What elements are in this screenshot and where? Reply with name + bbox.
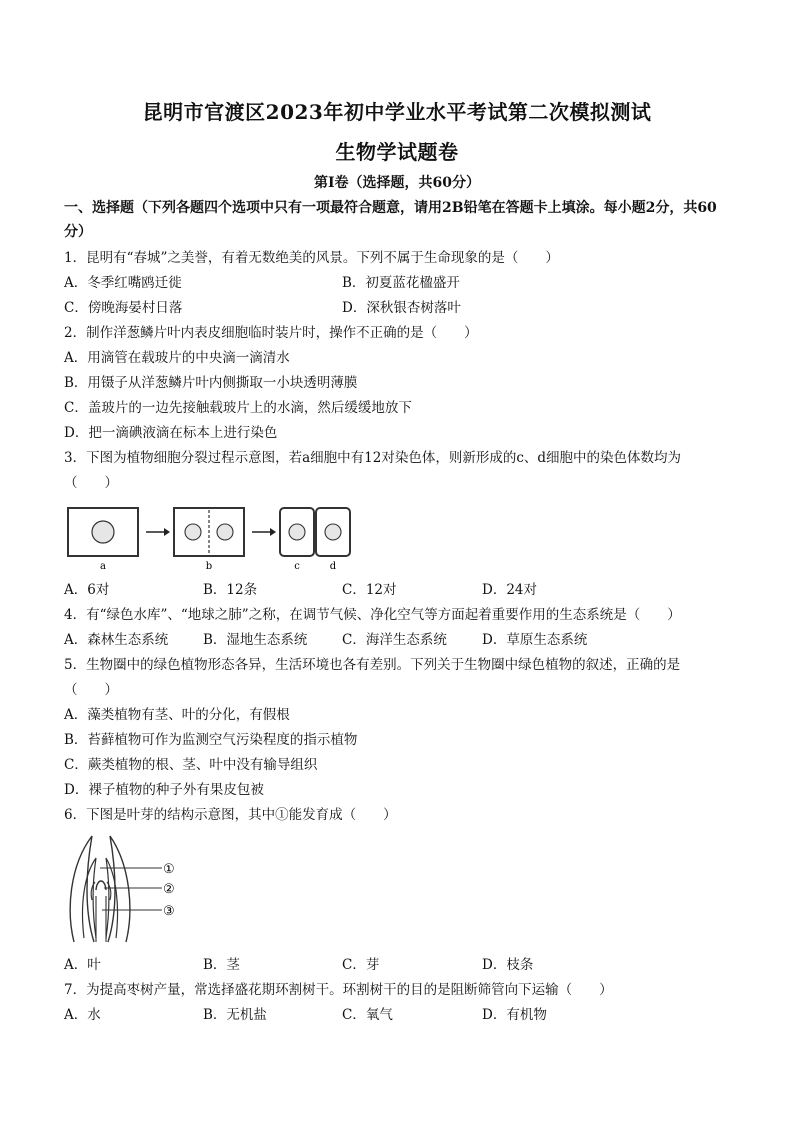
section-instructions: 一、选择题（下列各题四个选项中只有一项最符合题意，请用2B铅笔在答题卡上填涂。每小题2分，共60分） xyxy=(64,200,717,240)
cell-b-nucleus-left xyxy=(185,524,201,540)
question-1-option-b: B．初夏蓝花楹盛开 xyxy=(342,275,460,291)
question-5-option-a: A．藻类植物有茎、叶的分化，有假根 xyxy=(64,707,290,723)
question-7-option-b: B．无机盐 xyxy=(203,1007,267,1023)
question-2-option-c: C．盖玻片的一边先接触载玻片上的水滴，然后缓缓地放下 xyxy=(64,400,412,416)
question-3-stem: 3．下图为植物细胞分裂过程示意图，若a细胞中有12对染色体，则新形成的c、d细胞中的染色体数均为 xyxy=(64,450,682,466)
outer-leaf-left xyxy=(70,836,94,942)
question-1-stem: 1．昆明有“春城”之美誉，有着无数绝美的风景。下列不属于生命现象的是（ ） xyxy=(64,250,559,266)
label-a: a xyxy=(100,561,106,572)
cell-a-nucleus xyxy=(92,521,114,543)
question-1-option-c: C．傍晚海晏村日落 xyxy=(64,300,183,316)
inner-leaf-left xyxy=(83,858,97,938)
label-c: c xyxy=(294,561,300,572)
question-3-stem-bracket: （ ） xyxy=(64,475,118,491)
outer-leaf-right xyxy=(108,836,130,942)
question-3-option-a: A．6对 xyxy=(64,582,110,598)
question-5-option-d: D．裸子植物的种子外有果皮包被 xyxy=(64,782,264,798)
exam-title: 昆明市官渡区2023年初中学业水平考试第二次模拟测试 xyxy=(142,100,652,124)
label-2: ② xyxy=(163,882,175,897)
question-5-option-b: B．苔藓植物可作为监测空气污染程度的指示植物 xyxy=(64,732,358,748)
question-2-option-a: A．用滴管在载玻片的中央滴一滴清水 xyxy=(64,350,290,366)
question-3-option-d: D．24对 xyxy=(482,582,538,598)
question-7-option-d: D．有机物 xyxy=(482,1007,547,1023)
question-2-stem: 2．制作洋葱鳞片叶内表皮细胞临时装片时，操作不正确的是（ ） xyxy=(64,325,478,341)
question-7-option-c: C．氧气 xyxy=(342,1007,393,1023)
question-5-stem: 5．生物圈中的绿色植物形态各异，生活环境也各有差别。下列关于生物圈中绿色植物的叙述，正确的是 xyxy=(64,657,681,673)
question-4-option-d: D．草原生态系统 xyxy=(482,632,588,648)
question-2-option-b: B．用镊子从洋葱鳞片叶内侧撕取一小块透明薄膜 xyxy=(64,375,358,391)
question-1-option-d: D．深秋银杏树落叶 xyxy=(342,300,461,316)
question-6-stem: 6．下图是叶芽的结构示意图，其中①能发育成（ ） xyxy=(64,807,397,823)
bud-axis xyxy=(96,896,106,942)
paper-subtitle: 生物学试题卷 xyxy=(335,140,459,164)
label-3: ③ xyxy=(163,904,175,919)
question-6-option-c: C．芽 xyxy=(342,957,380,973)
question-4-stem: 4．有“绿色水库”、“地球之肺”之称，在调节气候、净化空气等方面起着重要作用的生态系统是（ ） xyxy=(64,607,681,623)
leaf-bud-diagram xyxy=(64,830,194,948)
question-4-option-b: B．湿地生态系统 xyxy=(203,632,308,648)
question-4-option-c: C．海洋生态系统 xyxy=(342,632,447,648)
cell-division-diagram xyxy=(64,500,364,572)
cell-d-nucleus xyxy=(325,524,341,540)
question-4-option-a: A．森林生态系统 xyxy=(64,632,169,648)
label-1: ① xyxy=(163,862,175,877)
label-b: b xyxy=(205,561,213,572)
question-2-option-d: D．把一滴碘液滴在标本上进行染色 xyxy=(64,425,278,441)
question-7-stem: 7．为提高枣树产量，常选择盛花期环割树干。环割树干的目的是阻断筛管向下运输（ ） xyxy=(64,982,613,998)
arrow-1-head xyxy=(164,528,170,536)
question-6-option-a: A．叶 xyxy=(64,957,101,973)
question-6-option-b: B．茎 xyxy=(203,957,240,973)
question-3-option-b: B．12条 xyxy=(203,582,258,598)
question-3-option-c: C．12对 xyxy=(342,582,397,598)
growing-point xyxy=(96,881,106,890)
question-5-option-c: C．蕨类植物的根、茎、叶中没有输导组织 xyxy=(64,757,318,773)
part-heading: 第Ⅰ卷（选择题，共60分） xyxy=(313,175,481,191)
question-7-option-a: A．水 xyxy=(64,1007,101,1023)
arrow-2-head xyxy=(270,528,276,536)
label-d: d xyxy=(329,561,337,572)
question-5-stem-bracket: （ ） xyxy=(64,682,118,698)
cell-c-nucleus xyxy=(289,524,305,540)
question-6-option-d: D．枝条 xyxy=(482,957,534,973)
question-1-option-a: A．冬季红嘴鸥迁徙 xyxy=(64,275,182,291)
cell-b-nucleus-right xyxy=(217,524,233,540)
